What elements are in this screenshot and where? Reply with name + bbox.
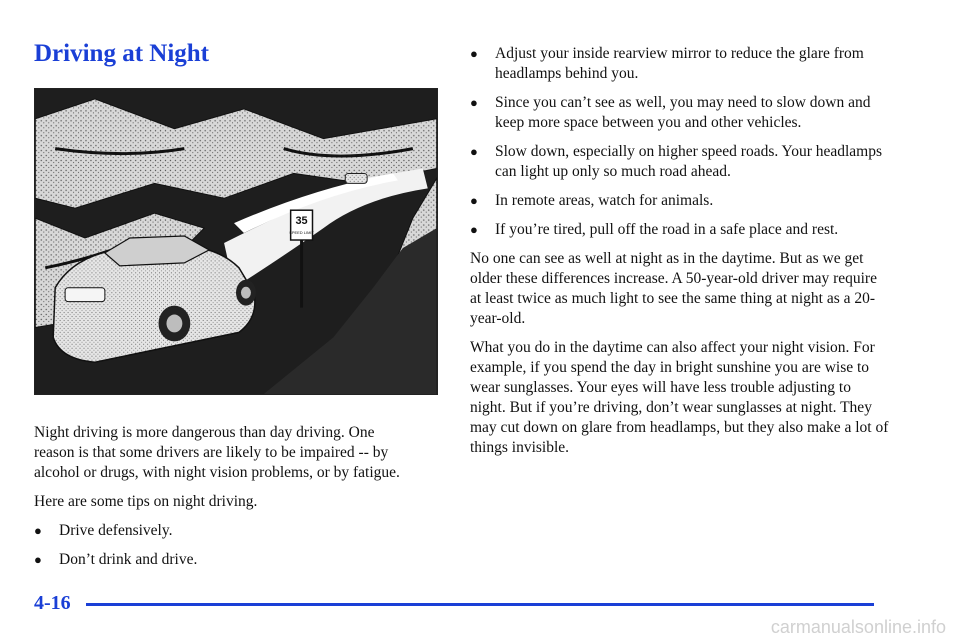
paragraph: Here are some tips on night driving. <box>34 493 258 510</box>
page-title: Driving at Night <box>34 40 209 67</box>
speed-sign-text: SPEED LIMIT <box>289 230 314 236</box>
list-item-text: Drive defensively. <box>59 522 173 539</box>
list-item <box>470 44 890 84</box>
paragraph: What you do in the daytime can also affect your night vision. For example, if you spend the day in bright sunshine you are wise to wear sunglasses. Your eyes will have less trouble adjusting to night. But if you’re driving, don’t wear sunglasses at night. They may cut down on glare from headlamps, but they also make a lot of things invisible. <box>470 339 889 456</box>
bullet-icon: ● <box>34 523 42 538</box>
list-item-text: Don’t drink and drive. <box>59 551 198 568</box>
list-item <box>470 93 890 133</box>
bullet-icon: ● <box>470 95 478 110</box>
list-item-text: In remote areas, watch for animals. <box>495 192 714 209</box>
bullet-icon: ● <box>470 222 478 237</box>
list-item <box>34 550 404 570</box>
bullet-icon: ● <box>470 193 478 208</box>
list-item-text: Slow down, especially on higher speed roads. Your headlamps can light up only so much road ahead. <box>495 143 883 180</box>
list-item <box>470 220 890 240</box>
list-item-text: If you’re tired, pull off the road in a safe place and rest. <box>495 221 839 238</box>
watermark: carmanualsonline.info <box>770 617 946 637</box>
list-item <box>470 142 890 182</box>
right-column <box>470 44 890 467</box>
speed-sign-number: 35 <box>295 215 308 228</box>
paragraph: Night driving is more dangerous than day driving. One reason is that some drivers are likely to be impaired -- by alcohol or drugs, with night vision problems, or by fatigue. <box>34 424 400 481</box>
list-item <box>34 521 404 541</box>
paragraph: No one can see as well at night as in the daytime. But as we get older these differences increase. A 50-year-old driver may require at least twice as much light to see the same thing at night as a 20-year-old. <box>470 250 877 327</box>
list-item-text: Since you can’t see as well, you may need to slow down and keep more space between you and other vehicles. <box>495 94 871 131</box>
footer-divider <box>86 603 874 606</box>
list-item <box>470 191 890 211</box>
bullet-icon: ● <box>470 46 478 61</box>
page-number: 4-16 <box>34 592 71 614</box>
bullet-icon: ● <box>470 144 478 159</box>
bullet-icon: ● <box>34 552 42 567</box>
left-column <box>34 423 404 579</box>
list-item-text: Adjust your inside rearview mirror to reduce the glare from headlamps behind you. <box>495 45 864 82</box>
night-driving-illustration <box>34 88 438 395</box>
